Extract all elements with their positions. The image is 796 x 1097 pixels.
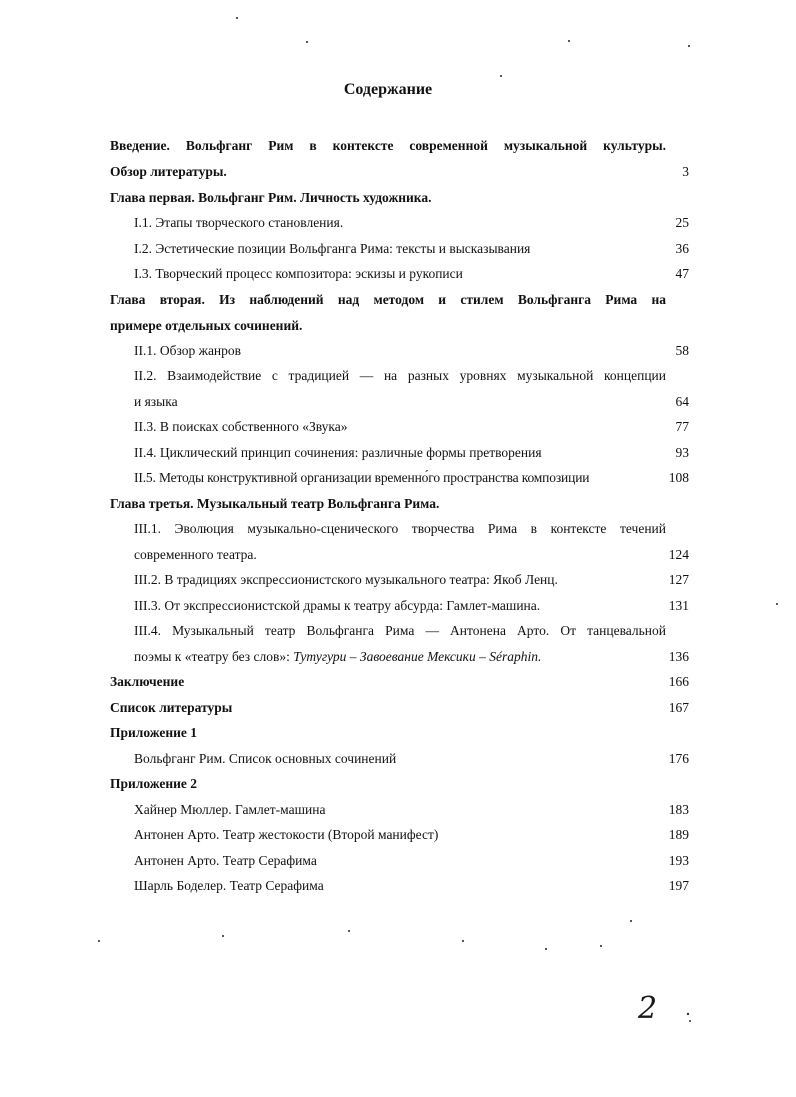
toc-app1: Приложение 1 — [110, 725, 198, 740]
toc-bibliography-page: 167 — [668, 700, 689, 715]
toc-ch2-s4: II.4. Циклический принцип сочинения: различные формы претворения — [134, 445, 542, 460]
toc-intro-page: 3 — [682, 164, 689, 179]
toc-app2-item1-page: 183 — [668, 802, 689, 817]
toc-ch3-s4-line2-italic: Тутугури – Завоевание Мексики – Séraphin. — [293, 649, 542, 664]
toc-ch1-s3-page: 47 — [675, 266, 689, 281]
toc-ch2-s2-line1: II.2. Взаимодействие с традицией — на разных уровнях музыкальной концепции — [134, 368, 666, 383]
toc-app2-item2: Антонен Арто. Театр жестокости (Второй манифест) — [134, 827, 439, 842]
toc-ch3-s4-line1: III.4. Музыкальный театр Вольфганга Рима — Антонена Арто. От танцевальной — [134, 623, 666, 638]
toc-ch3-s2: III.2. В традициях экспрессионистского музыкального театра: Якоб Ленц. — [134, 572, 558, 587]
toc-ch2-line1: Глава вторая. Из наблюдений над методом и стилем Вольфганга Рима на — [110, 292, 666, 307]
toc-ch2-s2-page: 64 — [675, 394, 689, 409]
scan-speck — [545, 948, 547, 950]
toc-ch3-s3: III.3. От экспрессионистской драмы к театру абсурда: Гамлет-машина. — [134, 598, 541, 613]
toc-ch2-line2: примере отдельных сочинений. — [110, 318, 303, 333]
scan-speck — [689, 1020, 691, 1022]
toc-conclusion-page: 166 — [668, 674, 689, 689]
toc-ch1-s2: I.2. Эстетические позиции Вольфганга Рима: тексты и высказывания — [134, 241, 531, 256]
scan-speck — [687, 1013, 689, 1015]
toc-ch2-s5: II.5. Методы конструктивной организации временно́го пространства композиции — [134, 470, 590, 485]
toc-intro-line1: Введение. Вольфганг Рим в контексте современной музыкальной культуры. — [110, 138, 666, 153]
toc-app2-item1: Хайнер Мюллер. Гамлет-машина — [134, 802, 326, 817]
scan-speck — [236, 17, 238, 19]
toc-conclusion: Заключение — [110, 674, 185, 689]
toc-intro-line2: Обзор литературы. — [110, 164, 227, 179]
scan-speck — [600, 945, 602, 947]
toc-ch1-s1: I.1. Этапы творческого становления. — [134, 215, 344, 230]
toc-app1-item-page: 176 — [668, 751, 689, 766]
scan-speck — [500, 75, 502, 77]
toc-ch3-s4-line2 — [134, 648, 541, 666]
toc-ch2-s4-page: 93 — [675, 445, 689, 460]
toc-ch1-s2-page: 36 — [675, 241, 689, 256]
toc-ch2-s1-page: 58 — [675, 343, 689, 358]
toc-ch3-s4-line2-plain: поэмы к «театру без слов»: — [134, 649, 294, 664]
scan-speck — [688, 45, 690, 47]
toc-app2-item3-page: 193 — [668, 853, 689, 868]
scan-speck — [568, 40, 570, 42]
scan-speck — [776, 603, 778, 605]
toc-ch3-s2-page: 127 — [668, 572, 689, 587]
scan-speck — [462, 940, 464, 942]
toc-ch3-s1-page: 124 — [668, 547, 689, 562]
toc-ch3-s4-page: 136 — [668, 649, 689, 664]
page-title: Содержание — [343, 81, 433, 98]
scan-speck — [98, 940, 100, 942]
toc-ch2-s1: II.1. Обзор жанров — [134, 343, 242, 358]
toc-ch2-s2-line2: и языка — [134, 394, 178, 409]
toc-ch1-s1-page: 25 — [675, 215, 689, 230]
toc-bibliography: Список литературы — [110, 700, 233, 715]
scan-speck — [348, 930, 350, 932]
toc-ch2-s3: II.3. В поисках собственного «Звука» — [134, 419, 348, 434]
toc-ch2-s5-page: 108 — [668, 470, 689, 485]
toc-app2-item3: Антонен Арто. Театр Серафима — [134, 853, 317, 868]
toc-ch3-s1-line2: современного театра. — [134, 547, 257, 562]
handwritten-page-number — [636, 988, 696, 1028]
toc-ch1-s3: I.3. Творческий процесс композитора: эскизы и рукописи — [134, 266, 463, 281]
toc-app2-item4: Шарль Боделер. Театр Серафима — [134, 878, 324, 893]
toc-app2-item2-page: 189 — [668, 827, 689, 842]
toc-ch3-s1-line1: III.1. Эволюция музыкально-сценического творчества Рима в контексте течений — [134, 521, 666, 536]
scan-speck — [630, 920, 632, 922]
toc-app2: Приложение 2 — [110, 776, 198, 791]
toc-ch1-title: Глава первая. Вольфганг Рим. Личность художника. — [110, 190, 432, 205]
scan-speck — [222, 935, 224, 937]
toc-ch2-s3-page: 77 — [675, 419, 689, 434]
toc-app2-item4-page: 197 — [668, 878, 689, 893]
toc-ch3-s3-page: 131 — [668, 598, 689, 613]
toc-ch3-title: Глава третья. Музыкальный театр Вольфганга Рима. — [110, 496, 440, 511]
handwritten-digit: 2 — [638, 991, 658, 1026]
toc-app1-item: Вольфганг Рим. Список основных сочинений — [134, 751, 397, 766]
scan-speck — [306, 41, 308, 43]
